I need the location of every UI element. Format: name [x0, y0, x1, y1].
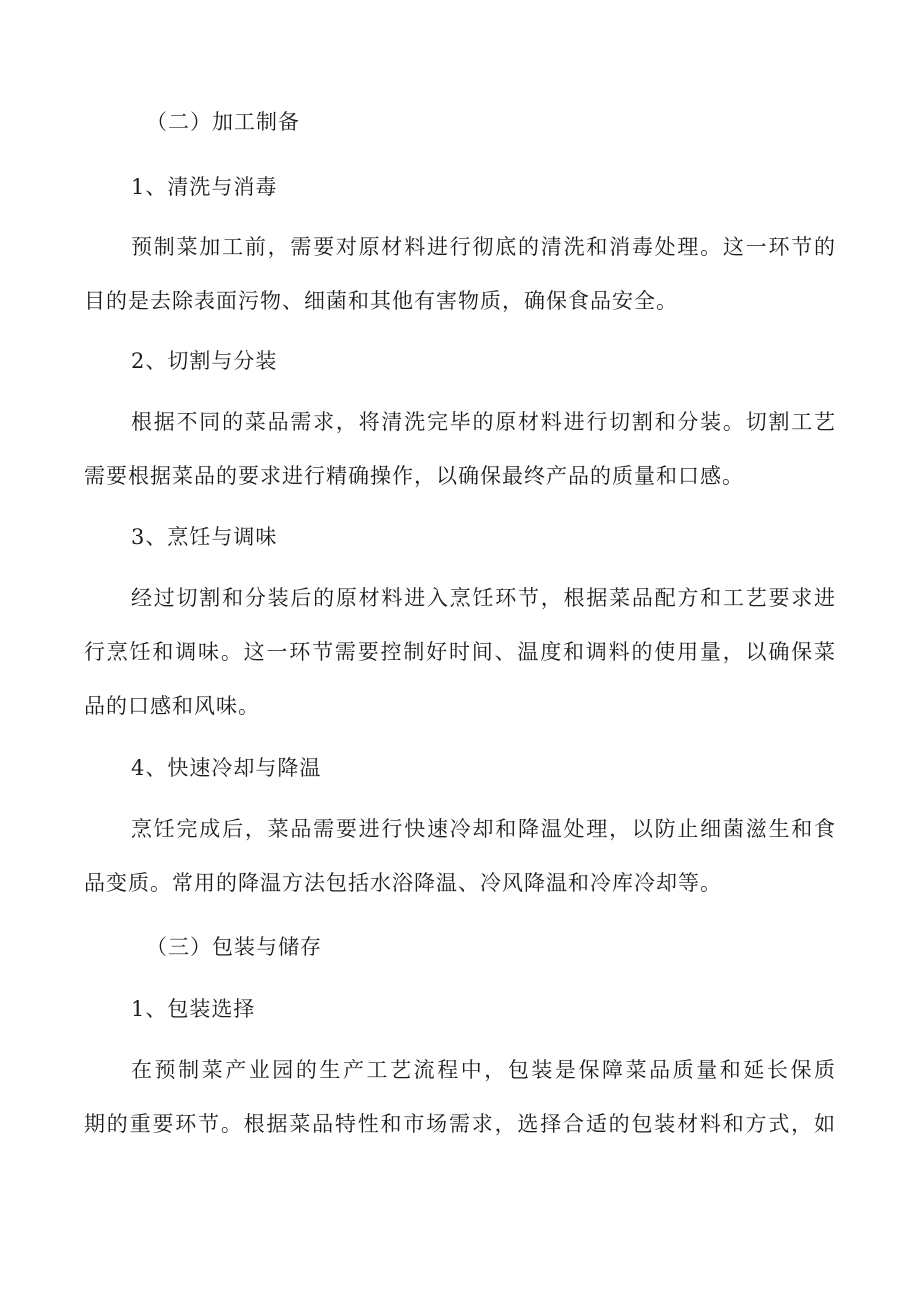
paragraph-line: 经过切割和分装后的原材料进入烹饪环节，根据菜品配方和工艺要求进 [131, 586, 836, 610]
section-heading-processing: （二）加工制备 [146, 110, 300, 134]
subheading-cutting: 2、切割与分装 [131, 349, 278, 373]
subheading-cleaning: 1、清洗与消毒 [131, 175, 278, 199]
paragraph-line: 需要根据菜品的要求进行精确操作，以确保最终产品的质量和口感。 [84, 464, 744, 488]
paragraph-line: 品变质。常用的降温方法包括水浴降温、冷风降温和冷库冷却等。 [84, 871, 722, 895]
subheading-cooling: 4、快速冷却与降温 [131, 756, 322, 780]
paragraph-line: 烹饪完成后，菜品需要进行快速冷却和降温处理，以防止细菌滋生和食 [131, 817, 836, 841]
paragraph-line: 预制菜加工前，需要对原材料进行彻底的清洗和消毒处理。这一环节的 [131, 235, 836, 259]
paragraph-line: 期的重要环节。根据菜品特性和市场需求，选择合适的包装材料和方式，如 [84, 1112, 836, 1136]
paragraph-line: 目的是去除表面污物、细菌和其他有害物质，确保食品安全。 [84, 289, 678, 313]
paragraph-line: 在预制菜产业园的生产工艺流程中，包装是保障菜品质量和延长保质 [131, 1058, 836, 1082]
paragraph-line: 根据不同的菜品需求，将清洗完毕的原材料进行切割和分装。切割工艺 [131, 410, 836, 434]
section-heading-packaging: （三）包装与储存 [146, 935, 322, 959]
subheading-packaging-choice: 1、包装选择 [131, 997, 256, 1021]
paragraph-line: 品的口感和风味。 [84, 694, 260, 718]
subheading-cooking: 3、烹饪与调味 [131, 525, 278, 549]
paragraph-line: 行烹饪和调味。这一环节需要控制好时间、温度和调料的使用量，以确保菜 [84, 640, 836, 664]
